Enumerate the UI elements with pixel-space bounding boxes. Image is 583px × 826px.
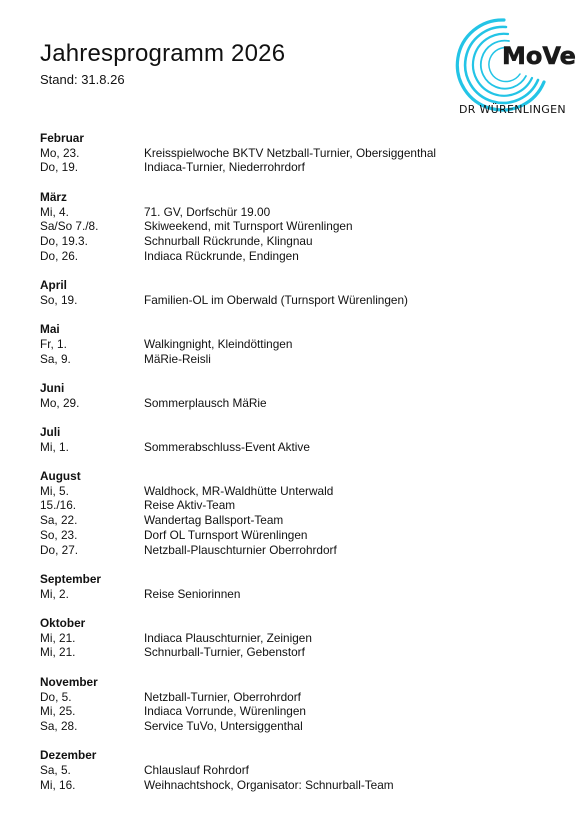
event-date: Sa, 5.: [40, 763, 71, 778]
event-description: Walkingnight, Kleindöttingen: [144, 336, 293, 351]
stand-date: Stand: 31.8.26: [40, 72, 125, 87]
event-description: Sommerabschluss-Event Aktive: [144, 439, 310, 454]
event-description: Sommerplausch MäRie: [144, 395, 267, 410]
event-row: [40, 778, 560, 793]
event-date: Sa, 28.: [40, 718, 78, 733]
event-description: Indiaca-Turnier, Niederrohrdorf: [144, 160, 305, 175]
month-heading: Dezember: [40, 748, 97, 763]
event-row: [40, 587, 560, 602]
event-row: [40, 337, 560, 352]
event-row: [40, 249, 560, 264]
event-description: Reise Aktiv-Team: [144, 498, 236, 513]
month-section: [40, 322, 560, 366]
event-date: Do, 19.3.: [40, 233, 88, 248]
month-section: [40, 469, 560, 557]
logo-subtitle: DR WÜRENLINGEN: [459, 103, 566, 116]
event-row: [40, 704, 560, 719]
event-date: Mi, 21.: [40, 645, 76, 660]
event-row: [40, 160, 560, 175]
event-row: [40, 234, 560, 249]
event-row: [40, 543, 560, 558]
event-row: [40, 513, 560, 528]
event-date: Do, 26.: [40, 248, 79, 263]
event-row: [40, 631, 560, 646]
month-heading: August: [40, 469, 81, 484]
event-date: Mo, 29.: [40, 395, 80, 410]
event-row: [40, 293, 560, 308]
month-heading: April: [40, 278, 67, 292]
event-description: Familien-OL im Oberwald (Turnsport Würenlingen): [144, 292, 408, 307]
event-date: Mi, 25.: [40, 704, 76, 719]
event-row: [40, 352, 560, 367]
event-date: Sa/So 7./8.: [40, 219, 99, 234]
event-description: MäRie-Reisli: [144, 351, 211, 366]
event-description: 71. GV, Dorfschür 19.00: [144, 204, 271, 219]
event-date: 15./16.: [40, 498, 77, 513]
event-date: Mi, 21.: [40, 630, 76, 645]
month-section: [40, 748, 560, 792]
event-description: Reise Seniorinnen: [144, 586, 241, 601]
event-date: Mi, 16.: [40, 777, 76, 792]
event-date: Mi, 1.: [40, 439, 69, 454]
event-row: [40, 205, 560, 220]
month-section: [40, 425, 560, 454]
month-heading: Februar: [40, 131, 84, 145]
month-section: [40, 190, 560, 264]
event-date: Do, 19.: [40, 160, 79, 175]
event-date: Mo, 23.: [40, 145, 80, 160]
month-heading: Juli: [40, 424, 61, 439]
month-heading: September: [40, 571, 101, 586]
event-row: [40, 219, 560, 234]
event-row: [40, 498, 560, 513]
event-row: [40, 645, 560, 660]
event-row: [40, 690, 560, 705]
event-description: Indiaca Plauschturnier, Zeinigen: [144, 630, 312, 645]
program-list: [40, 131, 560, 807]
event-date: Do, 5.: [40, 689, 72, 704]
month-section: [40, 278, 560, 307]
event-date: Do, 27.: [40, 542, 79, 557]
month-heading: Juni: [40, 380, 65, 395]
event-description: Netzball-Plauschturnier Oberrohrdorf: [144, 542, 337, 557]
event-date: Fr, 1.: [40, 336, 67, 351]
event-row: [40, 719, 560, 734]
month-section: [40, 131, 560, 175]
event-description: Netzball-Turnier, Oberrohrdorf: [144, 689, 301, 704]
month-section: [40, 572, 560, 601]
logo-wordmark: MoVe: [502, 42, 576, 70]
event-description: Kreisspielwoche BKTV Netzball-Turnier, Obersiggenthal: [144, 145, 436, 160]
month-heading: Oktober: [40, 616, 86, 631]
event-row: [40, 146, 560, 161]
month-section: [40, 616, 560, 660]
event-description: Indiaca Vorrunde, Würenlingen: [144, 704, 306, 719]
event-description: Waldhock, MR-Waldhütte Unterwald: [144, 483, 334, 498]
event-description: Schnurball Rückrunde, Klingnau: [144, 233, 313, 248]
event-description: Indiaca Rückrunde, Endingen: [144, 248, 299, 263]
event-row: [40, 440, 560, 455]
event-description: Dorf OL Turnsport Würenlingen: [144, 527, 308, 542]
event-description: Wandertag Ballsport-Team: [144, 513, 284, 528]
event-row: [40, 484, 560, 499]
month-heading: November: [40, 674, 98, 689]
event-description: Schnurball-Turnier, Gebenstorf: [144, 645, 305, 660]
month-section: [40, 675, 560, 734]
page-title: Jahresprogramm 2026: [40, 40, 286, 67]
month-heading: März: [40, 189, 67, 204]
event-date: Sa, 9.: [40, 351, 71, 366]
event-description: Skiweekend, mit Turnsport Würenlingen: [144, 219, 353, 234]
event-row: [40, 528, 560, 543]
event-date: Mi, 4.: [40, 204, 69, 219]
event-row: [40, 763, 560, 778]
event-date: Sa, 22.: [40, 513, 78, 528]
event-date: So, 23.: [40, 527, 78, 542]
month-heading: Mai: [40, 322, 60, 337]
event-description: Weihnachtshock, Organisator: Schnurball-Team: [144, 777, 394, 792]
month-section: [40, 381, 560, 410]
event-description: Service TuVo, Untersiggenthal: [144, 718, 303, 733]
event-date: Mi, 2.: [40, 586, 69, 601]
event-description: Chlauslauf Rohrdorf: [144, 763, 249, 778]
event-date: So, 19.: [40, 292, 78, 307]
event-date: Mi, 5.: [40, 483, 69, 498]
event-row: [40, 396, 560, 411]
